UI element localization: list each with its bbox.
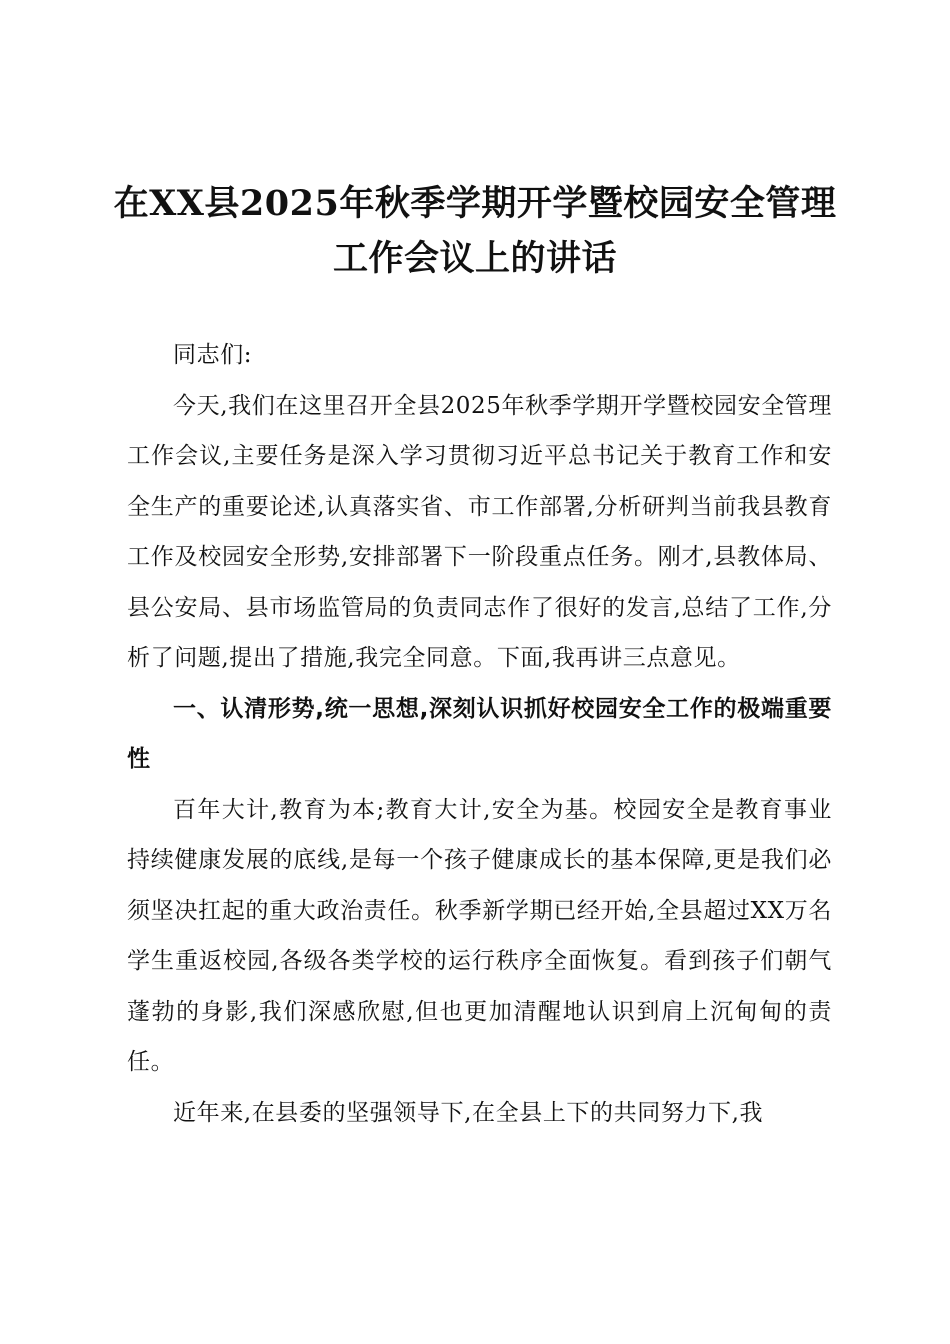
section-1-paragraph: 近年来,在县委的坚强领导下,在全县上下的共同努力下,我	[173, 1099, 764, 1126]
section-1-paragraph: 百年大计,教育为本;教育大计,安全为基。校园安全是教育事业持续健康发展的底线,是每一个孩子健康成长的基本保障,更是我们必须坚决扛起的重大政治责任。秋季新学期已经开始,全县超过XX万名学生重返校园,各级各类学校的运行秩序全面恢复。看到孩子们朝气蓬勃的身影,我们深感欣慰,但也更加清醒地认识到肩上沉甸甸的责任。	[127, 796, 832, 1075]
document-body	[127, 330, 832, 1138]
document-title: 在XX县2025年秋季学期开学暨校园安全管理工作会议上的讲话	[113, 183, 837, 279]
salutation: 同志们:	[173, 342, 253, 368]
intro-paragraph: 今天,我们在这里召开全县2025年秋季学期开学暨校园安全管理工作会议,主要任务是深入学习贯彻习近平总书记关于教育工作和安全生产的重要论述,认真落实省、市工作部署,分析研判当前我县教育工作及校园安全形势,安排部署下一阶段重点任务。刚才,县教体局、县公安局、县市场监管局的负责同志作了很好的发言,总结了工作,分析了问题,提出了措施,我完全同意。下面,我再讲三点意见。	[127, 392, 832, 671]
section-heading-1: 一、认清形势,统一思想,深刻认识抓好校园安全工作的极端重要性	[127, 695, 832, 772]
